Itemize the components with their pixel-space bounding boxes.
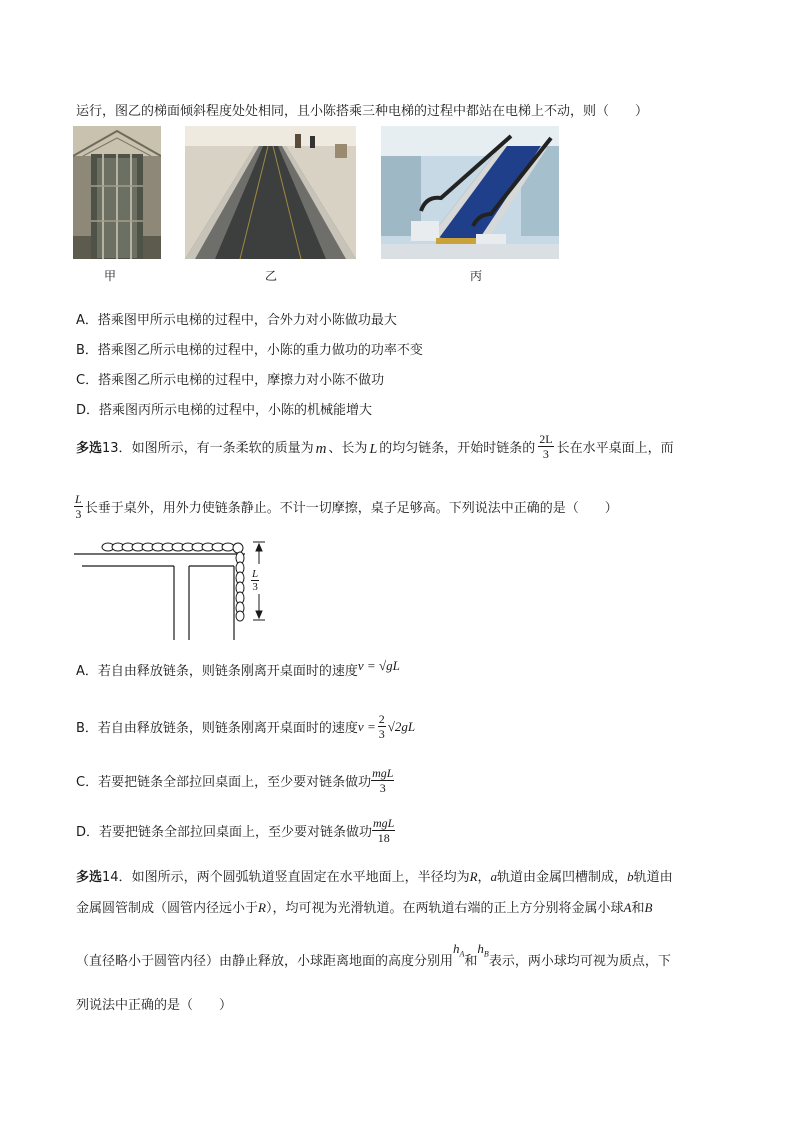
symbol-R: R (258, 900, 266, 915)
intro-text: 运行，图乙的梯面倾斜程度处处相同，且小陈搭乘三种电梯的过程中都站在电梯上不动，则（ ） (76, 104, 649, 119)
fraction-numerator: mgL (372, 766, 394, 780)
q14-text: 轨道由金属凹槽制成， (497, 870, 628, 885)
option-text: A．若自由释放链条，则链条刚离开桌面时的速度 (76, 664, 358, 679)
q12-option-a: A．搭乘图甲所示电梯的过程中，合外力对小陈做功最大 (76, 313, 397, 328)
formula-fraction (378, 712, 386, 741)
fraction-2L-3 (538, 432, 553, 461)
q14-number: 14． (102, 870, 132, 885)
chain-links (102, 543, 244, 621)
q12-option-c: C．搭乘图乙所示电梯的过程中，摩擦力对小陈不做功 (76, 373, 385, 388)
subscript-B: B (483, 950, 489, 959)
symbol-h: h (477, 941, 484, 957)
q14-stem-line4: 列说法中正确的是（ ） (76, 998, 233, 1013)
fraction-denominator: 3 (378, 727, 385, 741)
q13-option-a (76, 657, 400, 679)
q14-stem-line1 (76, 866, 673, 885)
diagram-length-label (251, 568, 259, 593)
option-text: B．若自由释放链条，则链条刚离开桌面时的速度 (76, 721, 358, 736)
symbol-h: h (453, 941, 460, 957)
q13-option-c (76, 766, 394, 795)
q14-stem-line2 (76, 897, 652, 916)
q13-text: 长在水平桌面上，而 (556, 441, 674, 456)
q14-text: 金属圆管制成（圆管内径远小于 (76, 901, 259, 916)
q13-text: 的均匀链条，开始时链条的 (379, 441, 536, 456)
q14-text: 如图所示，两个圆弧轨道竖直固定在水平地面上，半径均为 (131, 870, 470, 885)
caption-jia: 甲 (104, 269, 117, 283)
fraction-numerator: 2L (539, 432, 553, 446)
q13-stem-line2 (74, 492, 618, 521)
formula-fraction (372, 816, 395, 845)
q14-text: 和 (464, 954, 478, 969)
q14-tag: 多选 (76, 870, 103, 885)
chain-table-diagram (74, 536, 274, 642)
q14-text: 轨道由 (633, 870, 673, 885)
fraction-L-3 (74, 492, 83, 521)
photo-moving-walkway (185, 126, 356, 259)
q13-text: 、长为 (328, 441, 368, 456)
formula-v-sqrt-gL: v = √gL (357, 657, 400, 673)
symbol-b: b (627, 869, 634, 884)
fraction-denominator: 18 (377, 831, 390, 845)
q14-text: 和 (631, 901, 645, 916)
formula-lhs: v = (357, 718, 376, 734)
q13-option-b (76, 712, 415, 741)
symbol-B: B (644, 900, 653, 915)
formula-radical: √2gL (387, 718, 416, 734)
symbol-R: R (469, 869, 478, 884)
fraction-numerator: 2 (378, 712, 385, 726)
q14-text: 表示，两小球均可视为质点，下 (488, 954, 671, 969)
q13-text: 长垂于桌外，用外力使链条静止。不计一切摩擦，桌子足够高。下列说法中正确的是（ ） (84, 501, 618, 516)
q14-stem-line3 (76, 941, 671, 969)
option-text: D．若要把链条全部拉回桌面上，至少要对链条做功 (76, 825, 373, 840)
subscript-A: A (459, 950, 465, 959)
fraction-denominator: 3 (252, 581, 258, 593)
photo-escalator (381, 126, 559, 259)
fraction-denominator: 3 (379, 781, 386, 795)
formula-fraction (371, 766, 394, 795)
symbol-A: A (623, 900, 632, 915)
q13-text: 如图所示，有一条柔软的质量为 (131, 441, 314, 456)
caption-bing: 丙 (470, 269, 483, 283)
symbol-a: a (490, 869, 498, 884)
symbol-m: m (315, 441, 327, 457)
q14-text: ， (477, 870, 491, 885)
photo-vertical-elevator (73, 126, 161, 259)
fraction-numerator: L (252, 568, 259, 580)
q12-option-b: B．搭乘图乙所示电梯的过程中，小陈的重力做功的功率不变 (76, 343, 423, 358)
q12-option-d: D．搭乘图丙所示电梯的过程中，小陈的机械能增大 (76, 403, 373, 418)
q13-option-d (76, 816, 395, 845)
q14-text: ），均可视为光滑轨道。在两轨道右端的正上方分别将金属小球 (265, 901, 624, 916)
fraction-denominator: 3 (542, 447, 549, 461)
symbol-hB (477, 941, 488, 959)
option-text: C．若要把链条全部拉回桌面上，至少要对链条做功 (76, 775, 372, 790)
fraction-numerator: L (75, 492, 82, 506)
fraction-numerator: mgL (373, 816, 395, 830)
q14-text: （直径略小于圆管内径）由静止释放，小球距离地面的高度分别用 (76, 954, 454, 969)
fraction-denominator: 3 (75, 507, 82, 521)
q13-number: 13． (102, 441, 132, 456)
q13-stem-line1 (76, 432, 674, 461)
symbol-L: L (369, 441, 378, 457)
symbol-hA (453, 941, 464, 959)
caption-yi: 乙 (265, 269, 278, 283)
q13-tag: 多选 (76, 441, 103, 456)
